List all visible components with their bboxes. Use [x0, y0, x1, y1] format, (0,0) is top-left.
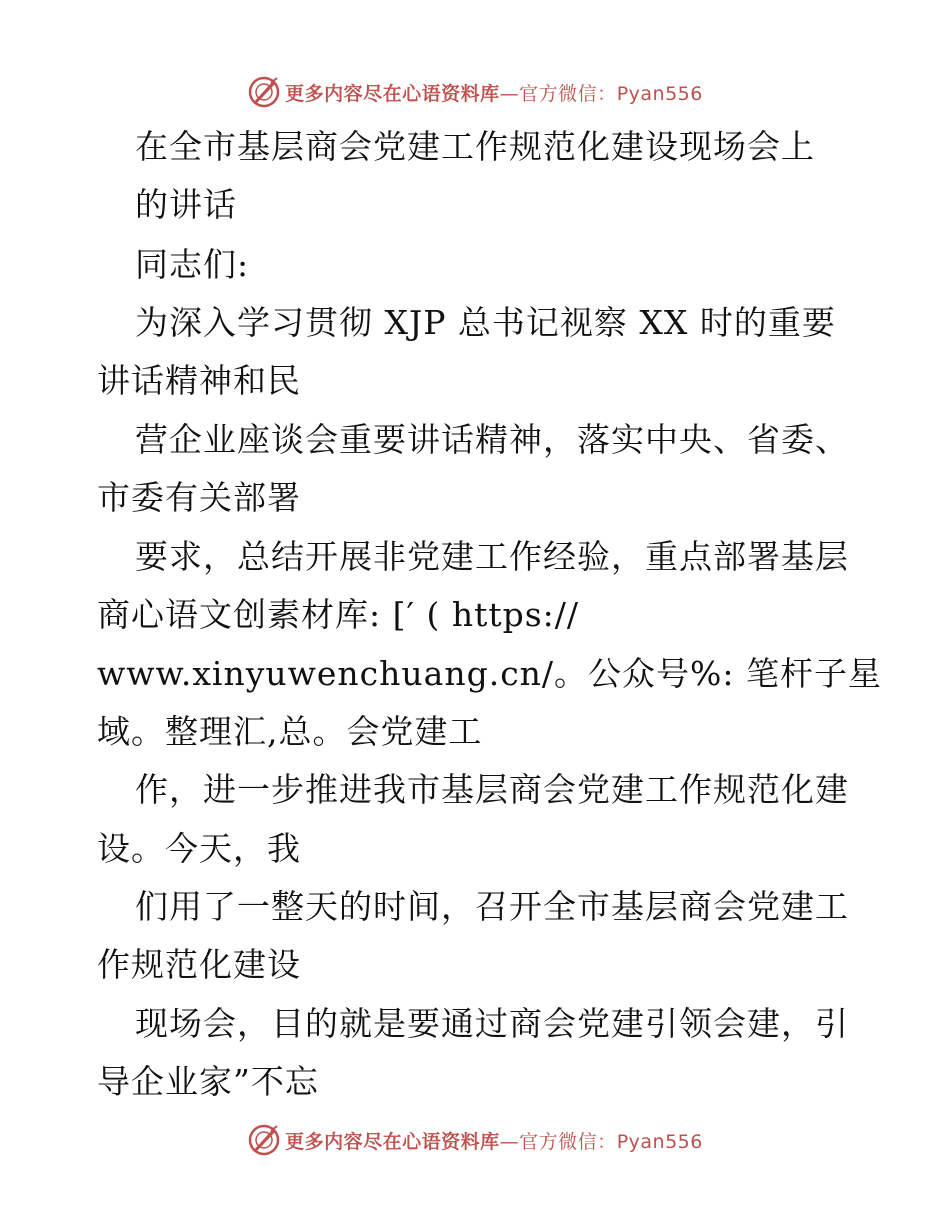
watermark-wechat-id: Pyan556 — [616, 82, 703, 105]
watermark-official-label: 官方微信： — [519, 82, 617, 105]
watermark-official-label: 官方微信： — [519, 1130, 617, 1153]
paragraph-line: 现场会，目的就是要通过商会党建引领会建，引 — [135, 1004, 849, 1043]
quill-pen-logo-icon — [247, 1123, 281, 1157]
title-line-1: 在全市基层商会党建工作规范化建设现场会上 — [135, 127, 815, 166]
paragraph-line: 们用了一整天的时间，召开全市基层商会党建工 — [135, 887, 849, 926]
paragraph-line: 为深入学习贯彻 XJP 总书记视察 XX 时的重要 — [135, 303, 836, 342]
paragraph-line: 作，进一步推进我市基层商会党建工作规范化建 — [135, 770, 849, 809]
paragraph-line: 作规范化建设 — [97, 945, 301, 984]
paragraph-line: 市委有关部署 — [97, 478, 301, 517]
watermark-header — [0, 72, 950, 112]
paragraph-line: 商心语文创素材库: [′ ( https:// — [97, 595, 580, 634]
watermark-separator: — — [499, 1130, 520, 1153]
watermark-wechat-id: Pyan556 — [616, 1130, 703, 1153]
watermark-text — [285, 1127, 703, 1154]
paragraph-line: 讲话精神和民 — [97, 361, 301, 400]
watermark-text — [285, 79, 703, 106]
paragraph-line: 域。整理汇,总。会党建工 — [97, 712, 483, 751]
paragraph-line: 营企业座谈会重要讲话精神，落实中央、省委、 — [135, 420, 849, 459]
salutation: 同志们: — [135, 245, 250, 284]
quill-pen-logo-icon — [247, 75, 281, 109]
paragraph-line: 要求，总结开展非党建工作经验，重点部署基层 — [135, 537, 849, 576]
paragraph-line: 设。今天，我 — [97, 829, 301, 868]
watermark-footer — [0, 1120, 950, 1160]
paragraph-line: www.xinyuwenchuang.cn/。公众号%: 笔杆子星 — [97, 654, 883, 693]
paragraph-line: 导企业家”不忘 — [97, 1062, 319, 1101]
watermark-main-text: 更多内容尽在心语资料库 — [285, 82, 500, 105]
watermark-main-text: 更多内容尽在心语资料库 — [285, 1130, 500, 1153]
watermark-separator: — — [499, 82, 520, 105]
title-line-2: 的讲话 — [135, 185, 237, 224]
